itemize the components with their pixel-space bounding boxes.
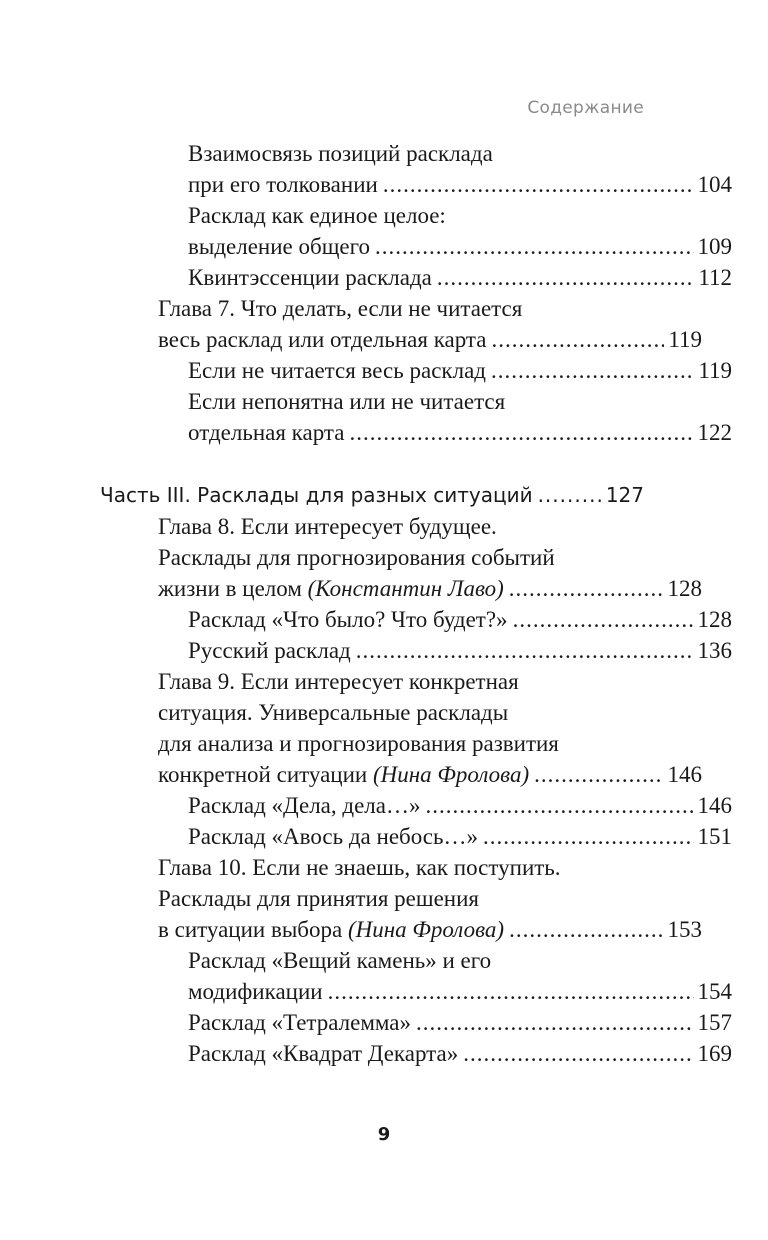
toc-entry-last-line — [158, 573, 702, 604]
toc-entry-author: (Константин Лаво) — [307, 576, 504, 601]
toc-entry-page-number: 157 — [697, 1010, 732, 1035]
toc-entry-chapter[interactable] — [100, 852, 702, 945]
toc-entry-last-line — [188, 262, 732, 293]
toc-entry-chapter[interactable] — [100, 293, 702, 355]
dot-leader — [509, 914, 663, 945]
toc-entry-title-line: Расклады для принятия решения — [158, 886, 480, 911]
toc-entry-section[interactable] — [100, 1038, 732, 1069]
toc-entry-title-line: для анализа и прогнозирования развития — [158, 731, 559, 756]
dot-leader — [513, 604, 694, 635]
dot-leader — [356, 635, 694, 666]
toc-entry-page-number: 109 — [697, 234, 732, 259]
toc-entry-title: отдельная карта — [188, 420, 345, 445]
dot-leader — [375, 231, 694, 262]
toc-entry-section[interactable] — [100, 945, 732, 1007]
toc-entry-page-number: 153 — [667, 917, 702, 942]
toc-entry-title: Русский расклад — [188, 638, 351, 663]
toc-entry-section[interactable] — [100, 790, 732, 821]
toc-entry-title: конкретной ситуации — [158, 762, 368, 787]
toc-entry-title-line: ситуация. Универсальные расклады — [158, 700, 509, 725]
toc-entry-title-line: Расклад «Вещий камень» и его — [188, 948, 492, 973]
running-head: Содержание — [527, 98, 644, 118]
toc-entry-last-line — [188, 1038, 732, 1069]
toc-entry-last-line — [188, 604, 732, 635]
dot-leader — [425, 790, 693, 821]
toc-entry-last-line — [188, 1007, 732, 1038]
toc-entry-section[interactable] — [100, 1007, 732, 1038]
page-number: 9 — [377, 1124, 391, 1145]
toc-entry-title: Если не читается весь расклад — [188, 358, 486, 383]
toc-entry-section[interactable] — [100, 138, 732, 200]
toc-entry-section[interactable] — [100, 821, 732, 852]
toc-entry-section[interactable] — [100, 200, 732, 262]
dot-leader — [534, 759, 663, 790]
toc-entry-page-number: 136 — [697, 638, 732, 663]
dot-leader — [349, 417, 693, 448]
toc-entry-chapter[interactable] — [100, 511, 702, 604]
toc-entry-title-line: Глава 10. Если не знаешь, как поступить. — [158, 855, 561, 880]
dot-leader — [491, 324, 664, 355]
toc-entry-last-line — [188, 821, 732, 852]
toc-entry-title: Расклад «Авось да небось…» — [188, 824, 479, 849]
toc-entry-last-line — [188, 790, 732, 821]
toc-entry-last-line — [158, 914, 702, 945]
toc-entry-page-number: 122 — [697, 420, 732, 445]
toc-entry-title: Часть III. Расклады для разных ситуаций — [100, 483, 533, 507]
toc-entry-title-line: Если непонятна или не читается — [188, 389, 506, 414]
toc-entry-page-number: 127 — [605, 483, 644, 507]
toc-entry-title: Расклад «Квадрат Декарта» — [188, 1041, 459, 1066]
toc-entry-title: Расклад «Дела, дела…» — [188, 793, 421, 818]
toc-entry-section[interactable] — [100, 604, 732, 635]
toc-entry-title: модификации — [188, 979, 323, 1004]
toc-entry-last-line — [188, 976, 732, 1007]
table-of-contents — [100, 138, 732, 1069]
toc-entry-title-line: Расклады для прогнозирования событий — [158, 545, 555, 570]
toc-entry-chapter[interactable] — [100, 666, 702, 790]
toc-entry-title: при его толковании — [188, 172, 378, 197]
toc-entry-page-number: 128 — [667, 576, 702, 601]
toc-entry-last-line — [158, 759, 702, 790]
toc-entry-last-line — [100, 480, 644, 511]
toc-entry-section[interactable] — [100, 355, 732, 386]
toc-entry-last-line — [158, 324, 702, 355]
toc-entry-title: Расклад «Тетралемма» — [188, 1010, 411, 1035]
dot-leader — [463, 1038, 693, 1069]
toc-entry-last-line — [188, 231, 732, 262]
toc-entry-page-number: 104 — [697, 172, 732, 197]
toc-entry-title: выделение общего — [188, 234, 370, 259]
toc-entry-page-number: 151 — [697, 824, 732, 849]
dot-leader — [491, 355, 694, 386]
dot-leader — [538, 480, 602, 511]
toc-entry-last-line — [188, 635, 732, 666]
section-gap — [100, 448, 644, 480]
toc-entry-author: (Нина Фролова) — [347, 917, 505, 942]
toc-entry-title-line: Расклад как единое целое: — [188, 203, 446, 228]
toc-entry-page-number: 112 — [698, 265, 732, 290]
toc-entry-title: весь расклад или отдельная карта — [158, 327, 487, 352]
toc-entry-title-line: Глава 7. Что делать, если не читается — [158, 296, 523, 321]
toc-entry-title-line: Взаимосвязь позиций расклада — [188, 141, 493, 166]
dot-leader — [328, 976, 694, 1007]
toc-entry-title-line: Глава 9. Если интересует конкретная — [158, 669, 519, 694]
toc-entry-section[interactable] — [100, 386, 732, 448]
dot-leader — [416, 1007, 694, 1038]
toc-entry-page-number: 154 — [697, 979, 732, 1004]
dot-leader — [383, 169, 694, 200]
toc-entry-title: в ситуации выбора — [158, 917, 343, 942]
toc-entry-page-number: 169 — [697, 1041, 732, 1066]
toc-entry-page-number: 146 — [697, 793, 732, 818]
toc-entry-section[interactable] — [100, 262, 732, 293]
toc-entry-title: Квинтэссенции расклада — [188, 265, 432, 290]
toc-entry-title: жизни в целом — [158, 576, 302, 601]
toc-entry-title: Расклад «Что было? Что будет?» — [188, 607, 508, 632]
toc-entry-part[interactable] — [100, 480, 644, 511]
toc-entry-last-line — [188, 169, 732, 200]
toc-entry-section[interactable] — [100, 635, 732, 666]
toc-entry-author: (Нина Фролова) — [372, 762, 530, 787]
dot-leader — [509, 573, 664, 604]
toc-entry-title-line: Глава 8. Если интересует будущее. — [158, 514, 497, 539]
toc-entry-page-number: 146 — [667, 762, 702, 787]
dot-leader — [483, 821, 693, 852]
toc-entry-page-number: 119 — [668, 327, 702, 352]
dot-leader — [437, 262, 694, 293]
toc-entry-page-number: 119 — [698, 358, 732, 383]
toc-entry-page-number: 128 — [697, 607, 732, 632]
toc-entry-last-line — [188, 355, 732, 386]
toc-entry-last-line — [188, 417, 732, 448]
